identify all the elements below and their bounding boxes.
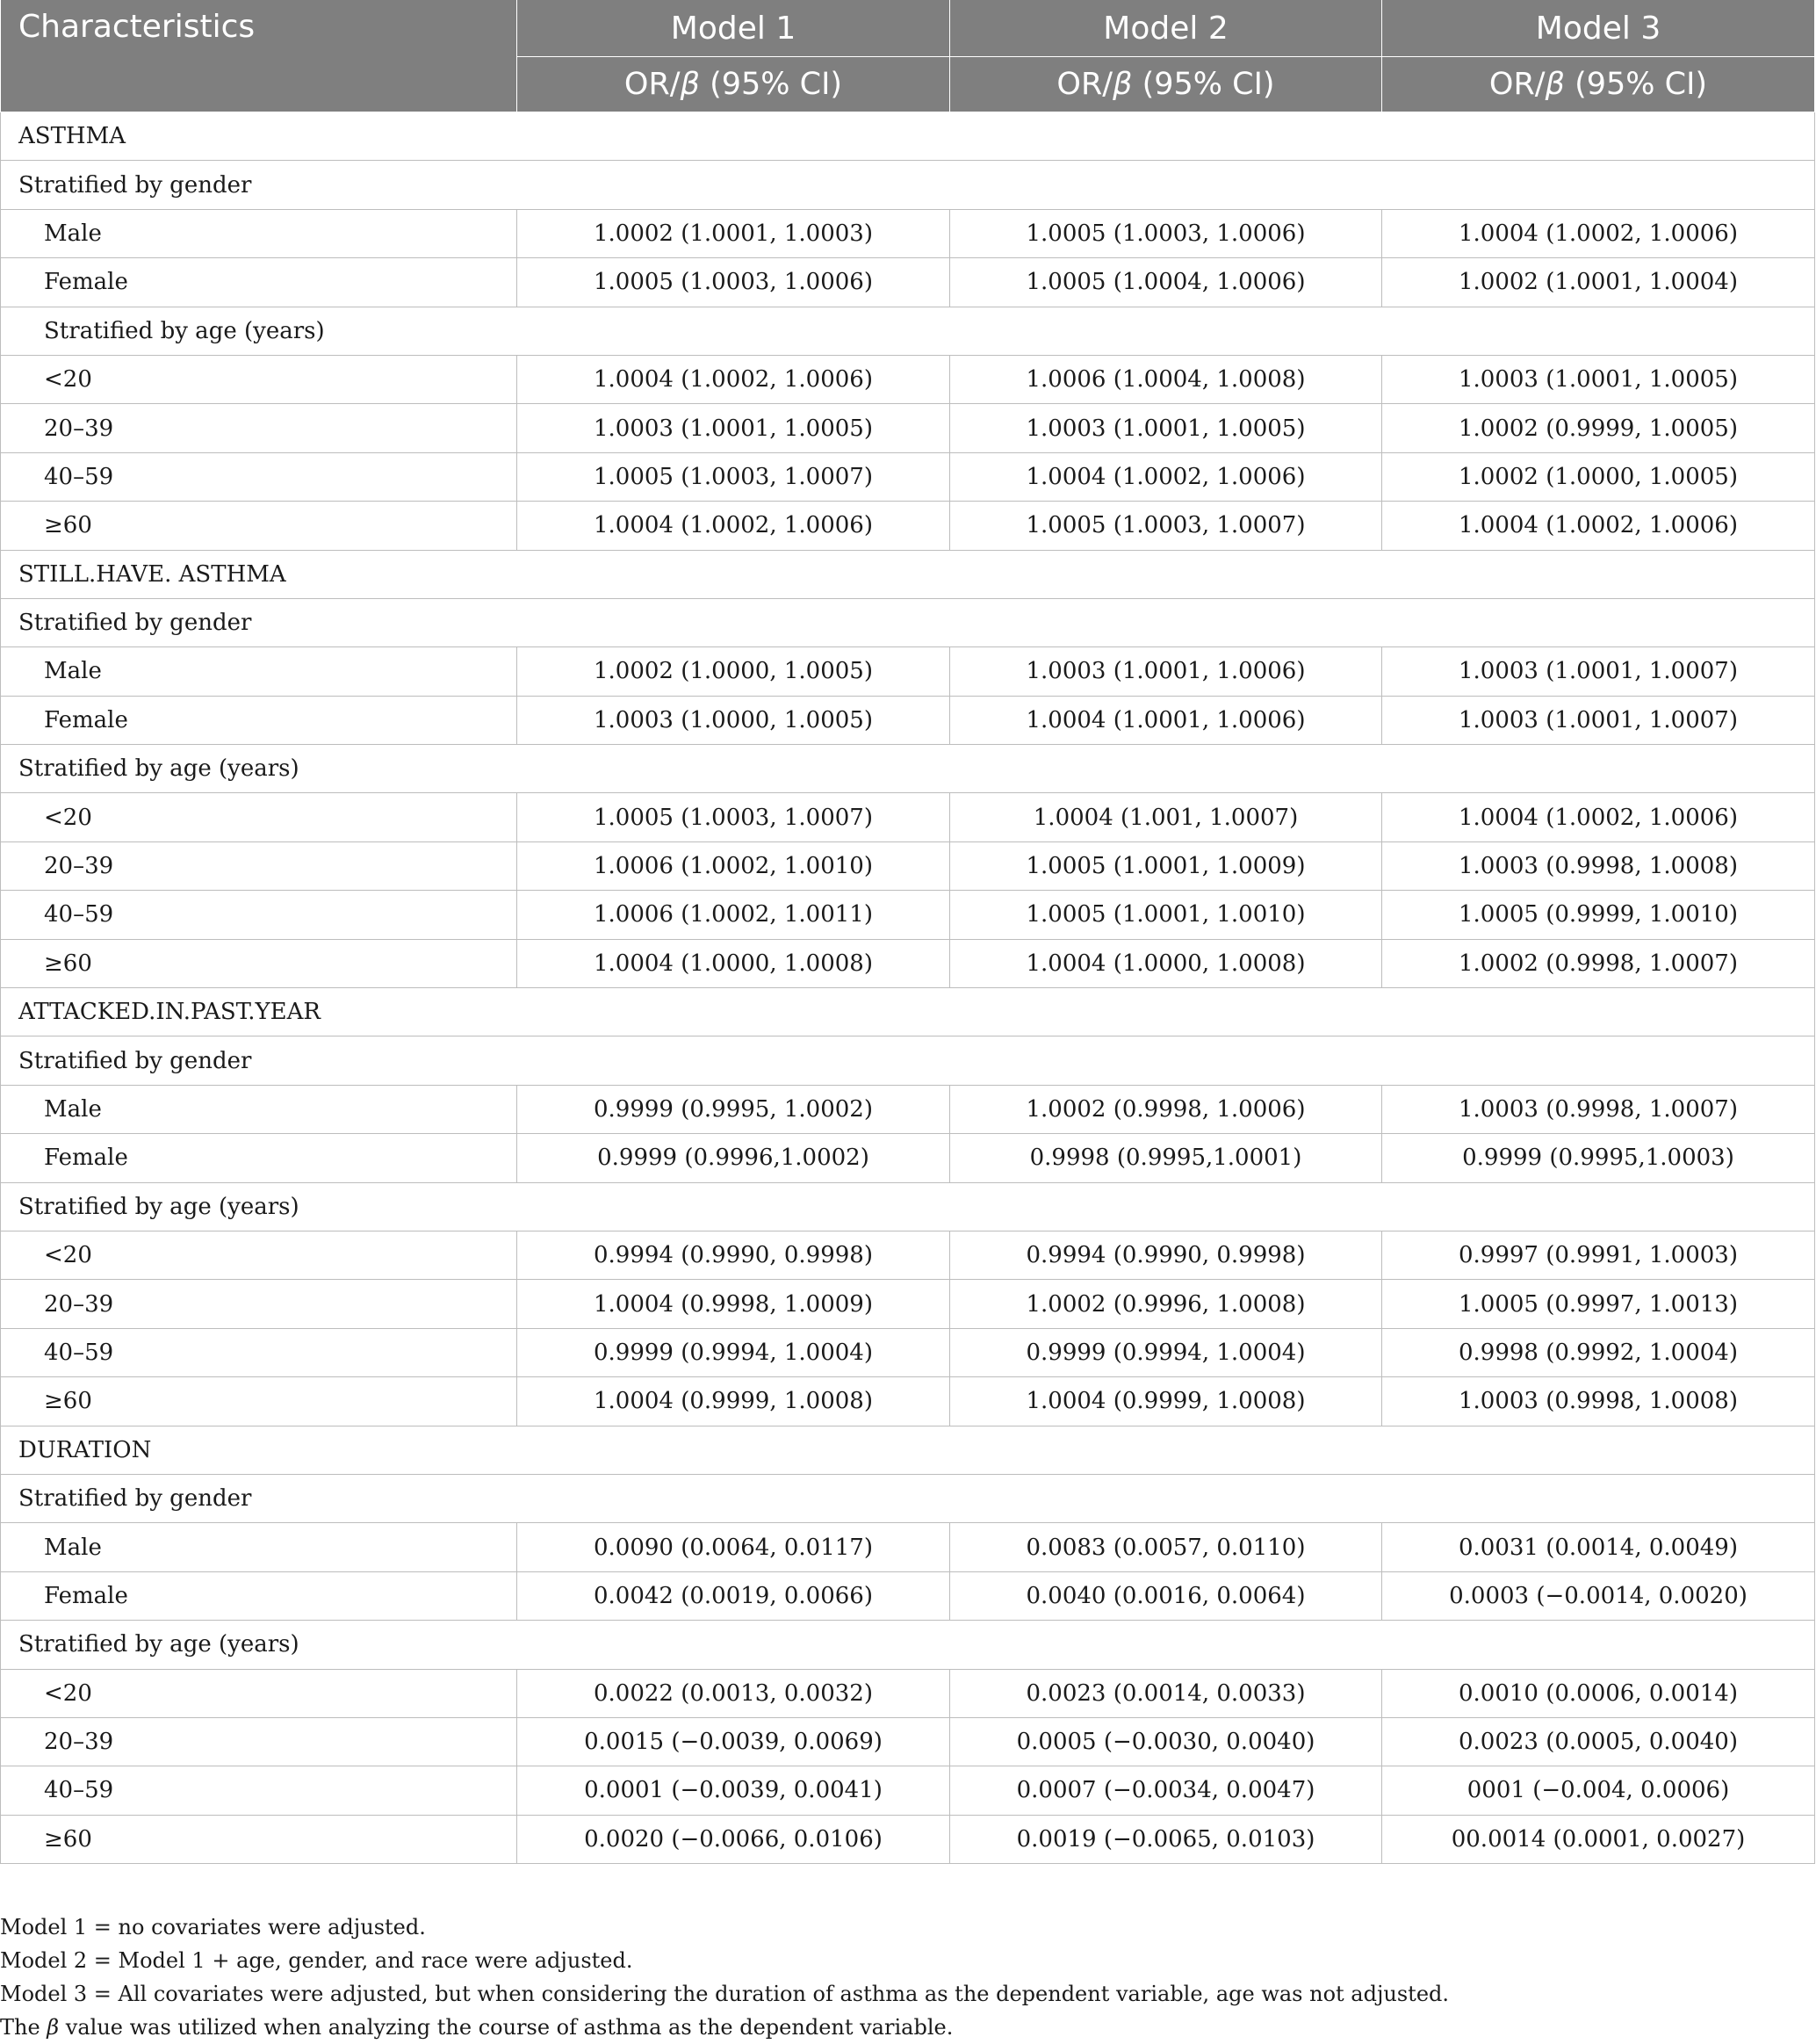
model-2-value: 1.0004 (1.0002, 1.0006): [950, 452, 1382, 501]
table-footnotes: [0, 1910, 1816, 2044]
footnote-beta-symbol: β: [47, 2015, 60, 2040]
table-row: [1, 841, 1815, 890]
model-3-value: 1.0002 (1.0000, 1.0005): [1382, 452, 1815, 501]
model-3-value: 0.9998 (0.9992, 1.0004): [1382, 1328, 1815, 1376]
model-2-value: 1.0005 (1.0001, 1.0010): [950, 891, 1382, 939]
model-2-value: 1.0004 (1.001, 1.0007): [950, 793, 1382, 841]
table-row: [1, 209, 1815, 257]
model-2-value: 1.0002 (0.9996, 1.0008): [950, 1280, 1382, 1328]
section-label: DURATION: [1, 1426, 1815, 1474]
section-row: [1, 112, 1815, 161]
model-2-value: 0.0023 (0.0014, 0.0033): [950, 1669, 1382, 1717]
model-2-value: 0.0083 (0.0057, 0.0110): [950, 1523, 1382, 1571]
model-3-value: 00.0014 (0.0001, 0.0027): [1382, 1815, 1815, 1863]
model-2-value: 1.0002 (0.9998, 1.0006): [950, 1085, 1382, 1133]
model-3-value: 0.0031 (0.0014, 0.0049): [1382, 1523, 1815, 1571]
section-row: [1, 550, 1815, 598]
stratum-row: [1, 161, 1815, 209]
model-2-value: 1.0004 (1.0000, 1.0008): [950, 939, 1382, 987]
table-row: [1, 355, 1815, 403]
model-3-value: 1.0003 (0.9998, 1.0008): [1382, 841, 1815, 890]
table-row: [1, 1523, 1815, 1571]
model-1-value: 0.0022 (0.0013, 0.0032): [517, 1669, 950, 1717]
section-row: [1, 1426, 1815, 1474]
row-label: ≥60: [1, 939, 517, 987]
model-3-value: 1.0002 (1.0001, 1.0004): [1382, 258, 1815, 307]
row-label: Male: [1, 1523, 517, 1571]
row-label: 40–59: [1, 1328, 517, 1376]
metric-header-model-3: [1382, 57, 1815, 112]
footnote-beta-suffix: value was utilized when analyzing the course of asthma as the dependent variable.: [59, 2015, 954, 2040]
model-2-value: 1.0005 (1.0001, 1.0009): [950, 841, 1382, 890]
stratum-label: Stratified by gender: [1, 161, 1815, 209]
row-label: Female: [1, 1134, 517, 1182]
table-row: [1, 502, 1815, 550]
model-1-value: 0.9994 (0.9990, 0.9998): [517, 1231, 950, 1279]
table-row: [1, 1377, 1815, 1426]
table-row: [1, 404, 1815, 452]
stratum-label: Stratified by age (years): [1, 307, 1815, 355]
section-label: STILL.HAVE. ASTHMA: [1, 550, 1815, 598]
row-label: <20: [1, 793, 517, 841]
stratum-label: Stratified by gender: [1, 598, 1815, 646]
stratum-row: [1, 1182, 1815, 1231]
stratum-label: Stratified by gender: [1, 1036, 1815, 1085]
model-1-value: 1.0005 (1.0003, 1.0006): [517, 258, 950, 307]
model-2-value: 1.0005 (1.0003, 1.0007): [950, 502, 1382, 550]
model-1-value: 0.9999 (0.9996,1.0002): [517, 1134, 950, 1182]
row-label: Male: [1, 209, 517, 257]
footnote-model-3: Model 3 = All covariates were adjusted, but when considering the duration of asthma as the dependent variable, age was not adjusted.: [0, 1982, 1450, 2006]
metric-prefix: OR/: [1488, 67, 1546, 102]
model-1-value: 1.0004 (1.0000, 1.0008): [517, 939, 950, 987]
row-label: ≥60: [1, 502, 517, 550]
row-label: Female: [1, 696, 517, 744]
model-3-value: 1.0003 (1.0001, 1.0005): [1382, 355, 1815, 403]
footnote-model-2: Model 2 = Model 1 + age, gender, and race were adjusted.: [0, 1948, 633, 1973]
model-3-header: Model 3: [1382, 0, 1815, 57]
model-1-value: 1.0004 (1.0002, 1.0006): [517, 502, 950, 550]
footnote-beta-prefix: The: [0, 2015, 47, 2040]
model-2-value: 1.0005 (1.0003, 1.0006): [950, 209, 1382, 257]
model-2-value: 0.9998 (0.9995,1.0001): [950, 1134, 1382, 1182]
table-row: [1, 1328, 1815, 1376]
model-3-value: 0.0003 (−0.0014, 0.0020): [1382, 1571, 1815, 1620]
model-2-value: 1.0004 (1.0001, 1.0006): [950, 696, 1382, 744]
section-label: ASTHMA: [1, 112, 1815, 161]
row-label: <20: [1, 355, 517, 403]
model-2-value: 1.0004 (0.9999, 1.0008): [950, 1377, 1382, 1426]
row-label: 20–39: [1, 1717, 517, 1766]
table-row: [1, 696, 1815, 744]
row-label: Male: [1, 1085, 517, 1133]
stratum-row: [1, 1621, 1815, 1669]
row-label: <20: [1, 1231, 517, 1279]
model-3-value: 1.0003 (0.9998, 1.0008): [1382, 1377, 1815, 1426]
row-label: <20: [1, 1669, 517, 1717]
model-3-value: 1.0003 (0.9998, 1.0007): [1382, 1085, 1815, 1133]
model-2-value: 0.0005 (−0.0030, 0.0040): [950, 1717, 1382, 1766]
model-3-value: 1.0005 (0.9997, 1.0013): [1382, 1280, 1815, 1328]
metric-suffix: (95% CI): [1132, 67, 1275, 102]
table-row: [1, 1571, 1815, 1620]
row-label: ≥60: [1, 1377, 517, 1426]
metric-prefix: OR/: [1056, 67, 1113, 102]
model-1-value: 0.0001 (−0.0039, 0.0041): [517, 1766, 950, 1815]
model-2-value: 0.9994 (0.9990, 0.9998): [950, 1231, 1382, 1279]
model-1-header: Model 1: [517, 0, 950, 57]
model-1-value: 1.0003 (1.0000, 1.0005): [517, 696, 950, 744]
metric-header-model-2: [950, 57, 1382, 112]
stratum-row: [1, 1036, 1815, 1085]
table-row: [1, 1815, 1815, 1863]
table-row: [1, 1134, 1815, 1182]
model-3-value: 0.0010 (0.0006, 0.0014): [1382, 1669, 1815, 1717]
model-2-value: 0.0007 (−0.0034, 0.0047): [950, 1766, 1382, 1815]
section-label: ATTACKED.IN.PAST.YEAR: [1, 988, 1815, 1036]
row-label: 20–39: [1, 841, 517, 890]
model-3-value: 0.9997 (0.9991, 1.0003): [1382, 1231, 1815, 1279]
table-header: [1, 0, 1815, 112]
model-1-value: 0.0090 (0.0064, 0.0117): [517, 1523, 950, 1571]
table-row: [1, 258, 1815, 307]
metric-beta: β: [680, 67, 700, 102]
row-label: Male: [1, 647, 517, 696]
model-1-value: 0.0042 (0.0019, 0.0066): [517, 1571, 950, 1620]
stratum-label: Stratified by age (years): [1, 745, 1815, 793]
row-label: 40–59: [1, 452, 517, 501]
model-2-value: 0.0019 (−0.0065, 0.0103): [950, 1815, 1382, 1863]
header-row-models: [1, 0, 1815, 57]
model-3-value: 1.0005 (0.9999, 1.0010): [1382, 891, 1815, 939]
row-label: ≥60: [1, 1815, 517, 1863]
model-1-value: 1.0002 (1.0001, 1.0003): [517, 209, 950, 257]
metric-suffix: (95% CI): [699, 67, 843, 102]
characteristics-header: Characteristics: [1, 0, 517, 112]
table-row: [1, 1280, 1815, 1328]
model-3-value: 1.0004 (1.0002, 1.0006): [1382, 793, 1815, 841]
stratum-row: [1, 307, 1815, 355]
model-1-value: 0.0020 (−0.0066, 0.0106): [517, 1815, 950, 1863]
model-3-value: 1.0002 (0.9998, 1.0007): [1382, 939, 1815, 987]
row-label: 40–59: [1, 891, 517, 939]
metric-suffix: (95% CI): [1564, 67, 1708, 102]
footnote-model-1: Model 1 = no covariates were adjusted.: [0, 1915, 426, 1939]
model-1-value: 0.9999 (0.9994, 1.0004): [517, 1328, 950, 1376]
model-3-value: 1.0002 (0.9999, 1.0005): [1382, 404, 1815, 452]
model-2-value: 1.0003 (1.0001, 1.0006): [950, 647, 1382, 696]
stratum-row: [1, 598, 1815, 646]
table-body: [1, 112, 1815, 1864]
model-1-value: 0.0015 (−0.0039, 0.0069): [517, 1717, 950, 1766]
model-2-header: Model 2: [950, 0, 1382, 57]
table-row: [1, 1231, 1815, 1279]
stratum-label: Stratified by age (years): [1, 1621, 1815, 1669]
model-3-value: 1.0003 (1.0001, 1.0007): [1382, 647, 1815, 696]
row-label: 20–39: [1, 1280, 517, 1328]
model-2-value: 0.0040 (0.0016, 0.0064): [950, 1571, 1382, 1620]
model-3-value: 1.0003 (1.0001, 1.0007): [1382, 696, 1815, 744]
model-3-value: 1.0004 (1.0002, 1.0006): [1382, 502, 1815, 550]
footnote-beta: [0, 2011, 1816, 2044]
model-3-value: 0.9999 (0.9995,1.0003): [1382, 1134, 1815, 1182]
table-row: [1, 1085, 1815, 1133]
model-1-value: 1.0002 (1.0000, 1.0005): [517, 647, 950, 696]
metric-beta: β: [1113, 67, 1133, 102]
row-label: Female: [1, 1571, 517, 1620]
table-row: [1, 939, 1815, 987]
model-2-value: 1.0003 (1.0001, 1.0005): [950, 404, 1382, 452]
model-1-value: 1.0006 (1.0002, 1.0010): [517, 841, 950, 890]
row-label: 20–39: [1, 404, 517, 452]
table-row: [1, 1669, 1815, 1717]
model-2-value: 1.0006 (1.0004, 1.0008): [950, 355, 1382, 403]
model-1-value: 1.0006 (1.0002, 1.0011): [517, 891, 950, 939]
stratum-row: [1, 1474, 1815, 1522]
model-3-value: 0001 (−0.004, 0.0006): [1382, 1766, 1815, 1815]
model-3-value: 1.0004 (1.0002, 1.0006): [1382, 209, 1815, 257]
metric-header-model-1: [517, 57, 950, 112]
model-1-value: 1.0003 (1.0001, 1.0005): [517, 404, 950, 452]
stratum-row: [1, 745, 1815, 793]
model-2-value: 1.0005 (1.0004, 1.0006): [950, 258, 1382, 307]
table-row: [1, 647, 1815, 696]
model-1-value: 0.9999 (0.9995, 1.0002): [517, 1085, 950, 1133]
section-row: [1, 988, 1815, 1036]
model-3-value: 0.0023 (0.0005, 0.0040): [1382, 1717, 1815, 1766]
model-1-value: 1.0004 (1.0002, 1.0006): [517, 355, 950, 403]
model-1-value: 1.0005 (1.0003, 1.0007): [517, 793, 950, 841]
stratum-label: Stratified by age (years): [1, 1182, 1815, 1231]
model-1-value: 1.0005 (1.0003, 1.0007): [517, 452, 950, 501]
model-2-value: 0.9999 (0.9994, 1.0004): [950, 1328, 1382, 1376]
table-row: [1, 1717, 1815, 1766]
metric-beta: β: [1545, 67, 1565, 102]
table-row: [1, 793, 1815, 841]
metric-prefix: OR/: [623, 67, 681, 102]
stratum-label: Stratified by gender: [1, 1474, 1815, 1522]
model-1-value: 1.0004 (0.9998, 1.0009): [517, 1280, 950, 1328]
row-label: Female: [1, 258, 517, 307]
table-row: [1, 891, 1815, 939]
model-1-value: 1.0004 (0.9999, 1.0008): [517, 1377, 950, 1426]
row-label: 40–59: [1, 1766, 517, 1815]
table-row: [1, 452, 1815, 501]
table-row: [1, 1766, 1815, 1815]
